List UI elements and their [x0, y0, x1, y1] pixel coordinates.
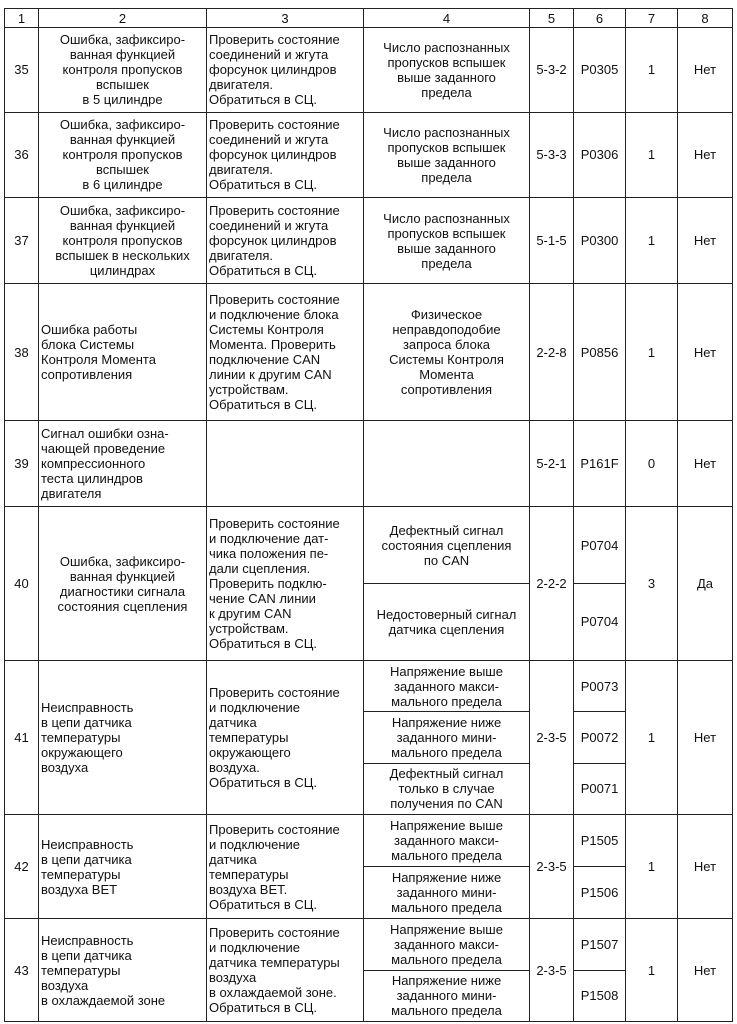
- column-7-value: 0: [626, 421, 678, 507]
- column-7-value: 1: [626, 28, 678, 112]
- fault-code: P1507: [574, 919, 626, 970]
- blink-code: 2-3-5: [530, 661, 574, 815]
- column-8-value: Нет: [678, 661, 733, 815]
- column-8-value: Нет: [678, 284, 733, 421]
- blink-code: 2-2-8: [530, 284, 574, 421]
- column-header-6: 6: [574, 9, 626, 28]
- table-row: [5, 507, 733, 583]
- blink-code: 5-3-2: [530, 28, 574, 112]
- fault-description: Неисправность в цепи датчика температуры воздуха в охлаждаемой зоне: [39, 919, 207, 1022]
- fault-description: Сигнал ошибки озна- чающей проведение компрессионного теста цилиндров двигателя: [39, 421, 207, 507]
- fault-code: P1505: [574, 814, 626, 866]
- blink-code: 5-1-5: [530, 197, 574, 283]
- header-row: [5, 9, 733, 28]
- blink-code: 2-2-2: [530, 507, 574, 661]
- condition-text: Недостоверный сигнал датчика сцепления: [364, 583, 530, 660]
- fault-code: P0305: [574, 28, 626, 112]
- fault-code: P0300: [574, 197, 626, 283]
- column-8-value: Нет: [678, 112, 733, 197]
- table-row: [5, 661, 733, 712]
- column-8-value: Нет: [678, 814, 733, 919]
- row-number: 35: [5, 28, 39, 112]
- action-text: Проверить состояние и подключение датчика температуры воздуха BET. Обратиться в СЦ.: [207, 814, 364, 919]
- row-number: 40: [5, 507, 39, 661]
- condition-text: Напряжение выше заданного макси- мального предела: [364, 661, 530, 712]
- fault-code-table: [4, 8, 733, 1022]
- fault-code: P1508: [574, 970, 626, 1021]
- table-row: [5, 28, 733, 112]
- column-8-value: Нет: [678, 197, 733, 283]
- fault-code: P0071: [574, 763, 626, 814]
- row-number: 41: [5, 661, 39, 815]
- action-text: Проверить состояние соединений и жгута форсунок цилиндров двигателя. Обратиться в СЦ.: [207, 28, 364, 112]
- fault-description: Ошибка, зафиксиро- ванная функцией контроля пропусков вспышек в нескольких цилиндрах: [39, 197, 207, 283]
- condition-text: Дефектный сигнал состояния сцепления по CAN: [364, 507, 530, 583]
- condition-text: Напряжение ниже заданного мини- мального предела: [364, 712, 530, 763]
- column-7-value: 1: [626, 919, 678, 1022]
- row-number: 43: [5, 919, 39, 1022]
- column-8-value: Да: [678, 507, 733, 661]
- fault-description: Неисправность в цепи датчика температуры воздуха BET: [39, 814, 207, 919]
- column-header-8: 8: [678, 9, 733, 28]
- column-8-value: Нет: [678, 919, 733, 1022]
- condition-text: Напряжение ниже заданного мини- мального предела: [364, 970, 530, 1021]
- action-text: Проверить состояние и подключение дат- чика положения пе- дали сцепления. Проверить подклю- чение CAN линии к другим CAN устройствам. Обратиться в СЦ.: [207, 507, 364, 661]
- condition-text: [364, 421, 530, 507]
- fault-code: P0856: [574, 284, 626, 421]
- blink-code: 5-3-3: [530, 112, 574, 197]
- action-text: Проверить состояние и подключение датчика температуры воздуха в охлаждаемой зоне. Обратиться в СЦ.: [207, 919, 364, 1022]
- row-number: 37: [5, 197, 39, 283]
- fault-description: Ошибка, зафиксиро- ванная функцией контроля пропусков вспышек в 5 цилиндре: [39, 28, 207, 112]
- blink-code: 5-2-1: [530, 421, 574, 507]
- row-number: 39: [5, 421, 39, 507]
- column-7-value: 3: [626, 507, 678, 661]
- fault-code: P0073: [574, 661, 626, 712]
- condition-text: Напряжение выше заданного макси- мального предела: [364, 814, 530, 866]
- column-7-value: 1: [626, 284, 678, 421]
- column-7-value: 1: [626, 661, 678, 815]
- condition-text: Напряжение выше заданного макси- мального предела: [364, 919, 530, 970]
- column-8-value: Нет: [678, 28, 733, 112]
- row-number: 42: [5, 814, 39, 919]
- column-header-4: 4: [364, 9, 530, 28]
- column-7-value: 1: [626, 814, 678, 919]
- row-number: 38: [5, 284, 39, 421]
- fault-description: Ошибка работы блока Системы Контроля Момента сопротивления: [39, 284, 207, 421]
- column-8-value: Нет: [678, 421, 733, 507]
- blink-code: 2-3-5: [530, 814, 574, 919]
- column-header-1: 1: [5, 9, 39, 28]
- action-text: Проверить состояние и подключение блока Системы Контроля Момента. Проверить подключение CAN линии к другим CAN устройствам. Обратиться в СЦ.: [207, 284, 364, 421]
- condition-text: Напряжение ниже заданного мини- мального предела: [364, 867, 530, 919]
- condition-text: Число распознанных пропусков вспышек выше заданного предела: [364, 112, 530, 197]
- condition-text: Число распознанных пропусков вспышек выше заданного предела: [364, 197, 530, 283]
- table-row: [5, 421, 733, 507]
- fault-code: P0072: [574, 712, 626, 763]
- column-header-3: 3: [207, 9, 364, 28]
- column-header-2: 2: [39, 9, 207, 28]
- fault-description: Неисправность в цепи датчика температуры окружающего воздуха: [39, 661, 207, 815]
- condition-text: Число распознанных пропусков вспышек выше заданного предела: [364, 28, 530, 112]
- table-row: [5, 197, 733, 283]
- condition-text: Физическое неправдоподобие запроса блока Системы Контроля Момента сопротивления: [364, 284, 530, 421]
- fault-code: P161F: [574, 421, 626, 507]
- fault-code: P0306: [574, 112, 626, 197]
- fault-description: Ошибка, зафиксиро- ванная функцией диагностики сигнала состояния сцепления: [39, 507, 207, 661]
- row-number: 36: [5, 112, 39, 197]
- table-row: [5, 112, 733, 197]
- column-7-value: 1: [626, 112, 678, 197]
- fault-code: P1506: [574, 867, 626, 919]
- action-text: Проверить состояние и подключение датчика температуры окружающего воздуха. Обратиться в СЦ.: [207, 661, 364, 815]
- table-row: [5, 814, 733, 866]
- column-7-value: 1: [626, 197, 678, 283]
- table-row: [5, 919, 733, 970]
- table-row: [5, 284, 733, 421]
- action-text: [207, 421, 364, 507]
- condition-text: Дефектный сигнал только в случае получения по CAN: [364, 763, 530, 814]
- fault-description: Ошибка, зафиксиро- ванная функцией контроля пропусков вспышек в 6 цилиндре: [39, 112, 207, 197]
- column-header-7: 7: [626, 9, 678, 28]
- column-header-5: 5: [530, 9, 574, 28]
- action-text: Проверить состояние соединений и жгута форсунок цилиндров двигателя. Обратиться в СЦ.: [207, 112, 364, 197]
- action-text: Проверить состояние соединений и жгута форсунок цилиндров двигателя. Обратиться в СЦ.: [207, 197, 364, 283]
- fault-code: P0704: [574, 507, 626, 583]
- fault-code: P0704: [574, 583, 626, 660]
- blink-code: 2-3-5: [530, 919, 574, 1022]
